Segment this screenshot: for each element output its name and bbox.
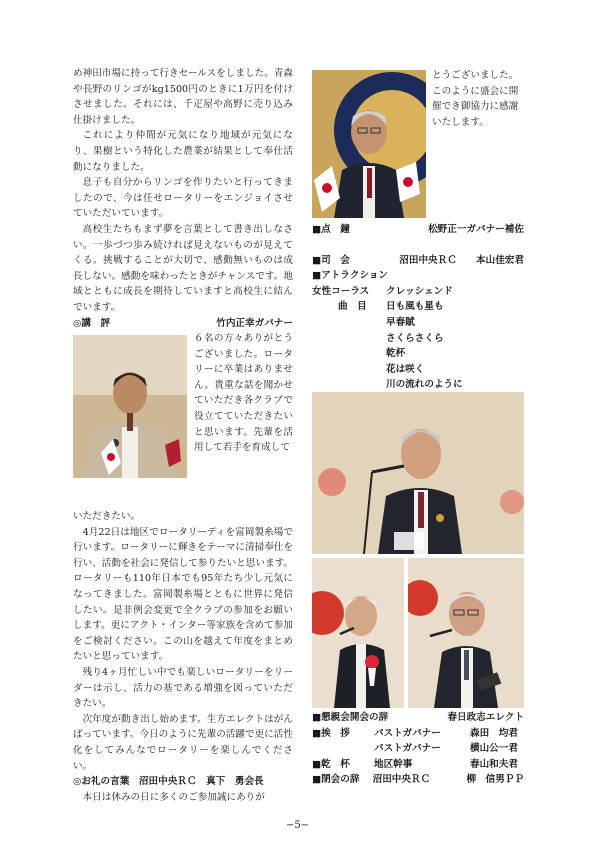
paragraph-1: め神田市場に持って行きセールスをしました。青森や長野のリンゴがkg1500円のときに1万円を付けさせました。それには、千疋屋や高野に売り込み仕掛けました。 bbox=[73, 68, 293, 126]
host-thanks-text: とうございました。このように盛会に開催でき御協力に感謝いたします。 bbox=[432, 70, 519, 128]
program-item-bell: ■点 鐘 松野正一ガバナー補佐 bbox=[312, 224, 524, 235]
closing-item-greeting-1: ■挨 拶 パストガバナー 森田 均君 bbox=[312, 727, 518, 739]
review-heading bbox=[73, 316, 293, 332]
review-continued: いただきたい。 bbox=[73, 511, 141, 523]
review-block bbox=[73, 331, 293, 521]
song-item: さくらさくら bbox=[386, 332, 444, 344]
review-label: ◎講 評 bbox=[73, 317, 111, 329]
paragraph-3: 息子も自分からリンゴを作りたいと行ってきましたので、今は任せロータリーをエンジョイさせていただいています。 bbox=[73, 177, 293, 220]
closing-item-toast: ■乾 杯 地区幹事 春山和夫君 bbox=[312, 758, 518, 770]
paragraph-7: 次年度が動き出し始めます。生方エレクトはがんばっています。今日のように先輩の活躍で更に活性化をしてみんなでロータリーを楽しんでください。 bbox=[73, 713, 293, 772]
closing-item-closing: ■閉会の辞 沼田中央ＲＣ 柳 信男ＰＰ bbox=[312, 774, 524, 786]
program-list bbox=[312, 222, 524, 393]
left-column bbox=[73, 66, 293, 805]
paragraph-6: 残り4ヶ月忙しい中でも楽しいロータリーをリーダーは示し、活力の基である増強を図っていただきたい。 bbox=[73, 667, 293, 710]
review-name: 竹内正幸ガバナー bbox=[216, 317, 293, 329]
closing-item-opening: ■懇親会開会の辞 春日政志エレクト bbox=[312, 712, 524, 723]
program-item-chorus: 女性コーラス クレッシェンド bbox=[312, 285, 453, 297]
paragraph-8: 本日は休みの日に多くのご参加誠にありが bbox=[82, 791, 265, 803]
song-item: 早春賦 bbox=[386, 316, 415, 328]
song-list bbox=[312, 315, 524, 393]
program-item-mc: ■司 会 沼田中央ＲＣ 本山佳宏君 bbox=[312, 254, 524, 266]
paragraph-4: 高校生たちもまず夢を言葉として書き出しなさい。一歩づつ歩み続ければ見えないものが見えてくる。挑戦することが大切で、感動無いものは成長しない。感動を味わったときがチャンスです。地域とともに成長を期待していますと高校生に結んでいます。 bbox=[73, 223, 293, 313]
song-item: 川の流れのように bbox=[386, 379, 463, 391]
photo-toast-right bbox=[408, 558, 524, 708]
photo-host-speech bbox=[312, 70, 426, 218]
photo-governor-speech bbox=[73, 335, 187, 478]
program-item-songs: 曲 目 日も風も星も bbox=[338, 301, 444, 313]
song-item: 乾杯 bbox=[386, 348, 406, 360]
photo-speaker-microphone bbox=[312, 392, 524, 554]
paragraph-2: これにより仲間が元気になり地域が元気になり、果樹という特化した農業が結果として奉仕活動になりました。 bbox=[73, 130, 293, 173]
paragraph-5: 4月22日は地区でロータリーディを富岡製糸場で行います。ロータリーに輝きをテーマに清掃奉仕を行い、活動を社会に発信して参りたいと思います。ロータリーも110年日本でも95年たち少し元気になってきました。富岡製糸場とともに世界に発信したい。是非例会変更で全クラブの参加をお願いします。更にアクト・インター等家族を含めて参加をご検討ください。この山を越えて年度をまとめたいと思っています。 bbox=[73, 526, 293, 663]
photo-toast-left bbox=[312, 558, 404, 708]
thanks-heading: ◎お礼の言葉 沼田中央ＲＣ 真下 勇会長 bbox=[73, 776, 264, 788]
review-wrap-text: ６名の方々ありがとうございました。ロータリーに卒業はありません。貴重な話を聞かせていただき各クラブで役立てていただきたいと思います。先輩を活用して若手を育成して bbox=[194, 333, 293, 454]
closing-program bbox=[312, 710, 524, 788]
closing-item-greeting-2: パストガバナー 横山公一君 bbox=[374, 743, 518, 755]
program-item-attraction: ■アトラクション bbox=[312, 270, 389, 282]
page-number: −5− bbox=[285, 820, 310, 831]
song-item: 花は咲く bbox=[386, 363, 425, 375]
